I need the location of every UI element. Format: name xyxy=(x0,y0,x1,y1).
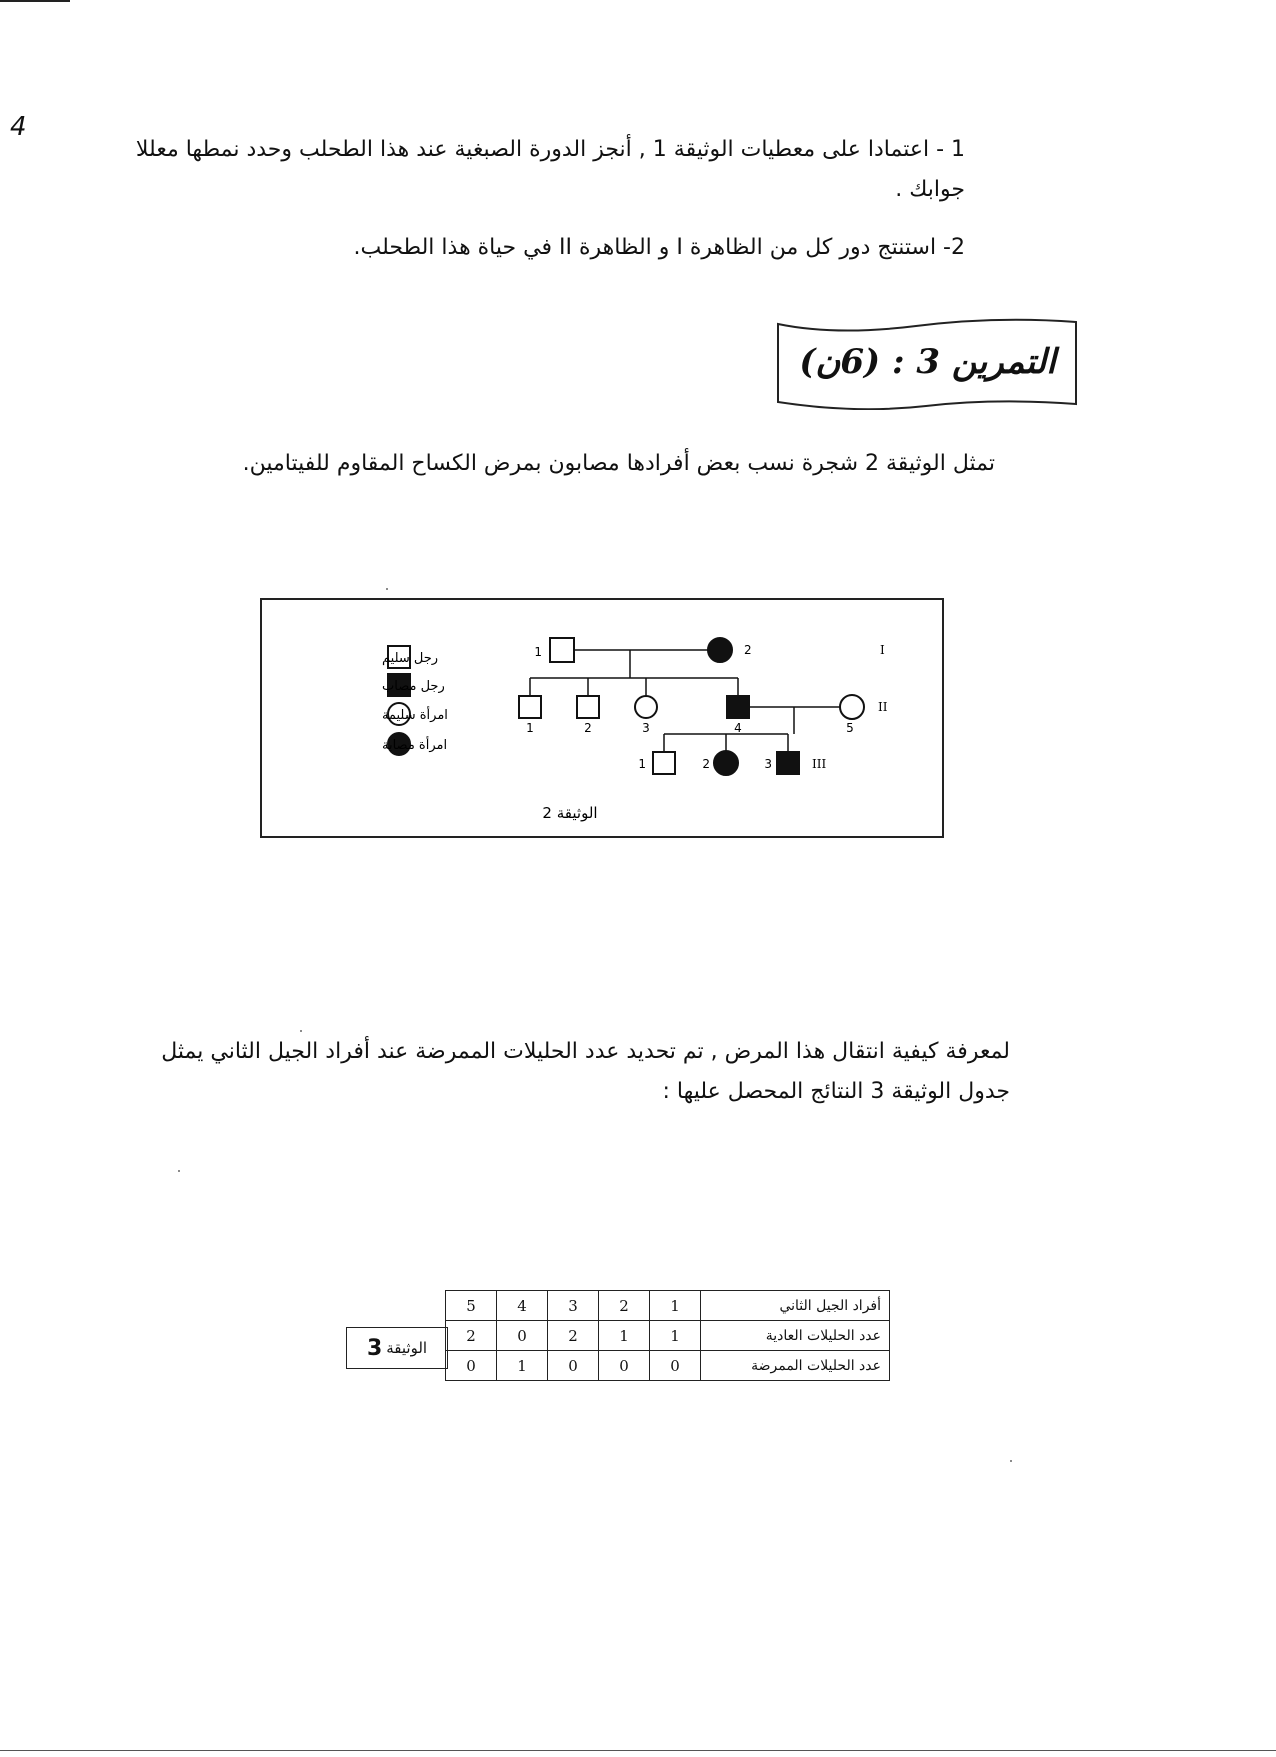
table-row xyxy=(446,1351,890,1381)
table-cell: 2 xyxy=(548,1321,599,1351)
table-cell: 0 xyxy=(650,1351,701,1381)
legend-healthy-man-label: رجل سليم xyxy=(382,651,439,666)
pedigree-caption: الوثيقة 2 xyxy=(542,804,598,822)
gen2-label-5: 5 xyxy=(846,721,854,735)
legend-affected-woman-label: امرأة مصابة xyxy=(382,738,448,753)
gen2-individual-2 xyxy=(577,696,599,718)
generation-III-label: III xyxy=(812,757,827,771)
gen2-label-3: 3 xyxy=(642,721,650,735)
row-header: أفراد الجيل الثاني xyxy=(701,1291,890,1321)
table-cell: 2 xyxy=(446,1321,497,1351)
bottom-rule xyxy=(0,1750,1276,1751)
doc2-intro: تمثل الوثيقة 2 شجرة نسب بعض أفرادها مصابون بمرض الكساح المقاوم للفيتامين. xyxy=(242,451,995,476)
gen1-individual-2 xyxy=(708,638,732,662)
gen1-individual-1 xyxy=(550,638,574,662)
generation-II-label: II xyxy=(878,700,888,714)
table-cell: 4 xyxy=(497,1291,548,1321)
scan-speck xyxy=(178,1170,180,1172)
generation-I-label: I xyxy=(880,643,885,657)
gen3-label-3: 3 xyxy=(764,757,772,771)
table-cell: 3 xyxy=(548,1291,599,1321)
doc3-label xyxy=(346,1327,448,1369)
gen1-label-2: 2 xyxy=(744,643,752,657)
gen3-label-1: 1 xyxy=(638,757,646,771)
table-cell: 1 xyxy=(650,1291,701,1321)
scan-speck xyxy=(386,588,388,590)
doc3-intro: لمعرفة كيفية انتقال هذا المرض , تم تحديد عدد الحليلات الممرضة عند أفراد الجيل الثاني يمثل جدول الوثيقة 3 النتائج المحصل عليها : xyxy=(161,1039,1010,1104)
gen2-label-1: 1 xyxy=(526,721,534,735)
question-1: 1 - اعتمادا على معطيات الوثيقة 1 , أنجز الدورة الصبغية عند هذا الطحلب وحدد نمطها معللا جوابك . xyxy=(135,137,965,202)
doc3-label-number: 3 xyxy=(366,1335,383,1361)
gen3-individual-3 xyxy=(777,752,799,774)
gen2-individual-5 xyxy=(840,695,864,719)
table-cell: 1 xyxy=(497,1351,548,1381)
page-number: 4 xyxy=(10,112,27,142)
gen3-individual-2 xyxy=(714,751,738,775)
gen1-label-1: 1 xyxy=(534,645,542,659)
legend-affected-man-label: رجل مصاب xyxy=(382,679,445,694)
table-cell: 0 xyxy=(599,1351,650,1381)
gen2-individual-3 xyxy=(635,696,657,718)
table-cell: 2 xyxy=(599,1291,650,1321)
table-cell: 1 xyxy=(599,1321,650,1351)
gen3-individual-1 xyxy=(653,752,675,774)
table-row xyxy=(446,1291,890,1321)
scan-speck xyxy=(300,1030,302,1032)
pedigree-chart xyxy=(260,598,944,838)
table-cell: 0 xyxy=(548,1351,599,1381)
gen2-label-2: 2 xyxy=(584,721,592,735)
gen2-individual-4 xyxy=(727,696,749,718)
legend xyxy=(382,646,448,755)
gen2-individual-1 xyxy=(519,696,541,718)
row-header: عدد الحليلات الممرضة xyxy=(701,1351,890,1381)
question-2: 2- استنتج دور كل من الظاهرة I و الظاهرة II في حياة هذا الطحلب. xyxy=(353,235,965,260)
doc3-label-text: الوثيقة xyxy=(386,1339,428,1357)
top-rule xyxy=(0,0,70,2)
table-cell: 5 xyxy=(446,1291,497,1321)
table-cell: 0 xyxy=(446,1351,497,1381)
table-cell: 0 xyxy=(497,1321,548,1351)
table-row xyxy=(446,1321,890,1351)
exercise-title: التمرين 3 : (6ن) xyxy=(799,342,1056,382)
row-header: عدد الحليلات العادية xyxy=(701,1321,890,1351)
table-cell: 1 xyxy=(650,1321,701,1351)
legend-healthy-woman-label: امرأة سليمة xyxy=(382,708,448,723)
alleles-table xyxy=(445,1290,890,1381)
gen3-label-2: 2 xyxy=(702,757,710,771)
scan-speck xyxy=(1010,1460,1012,1462)
gen2-label-4: 4 xyxy=(734,721,742,735)
